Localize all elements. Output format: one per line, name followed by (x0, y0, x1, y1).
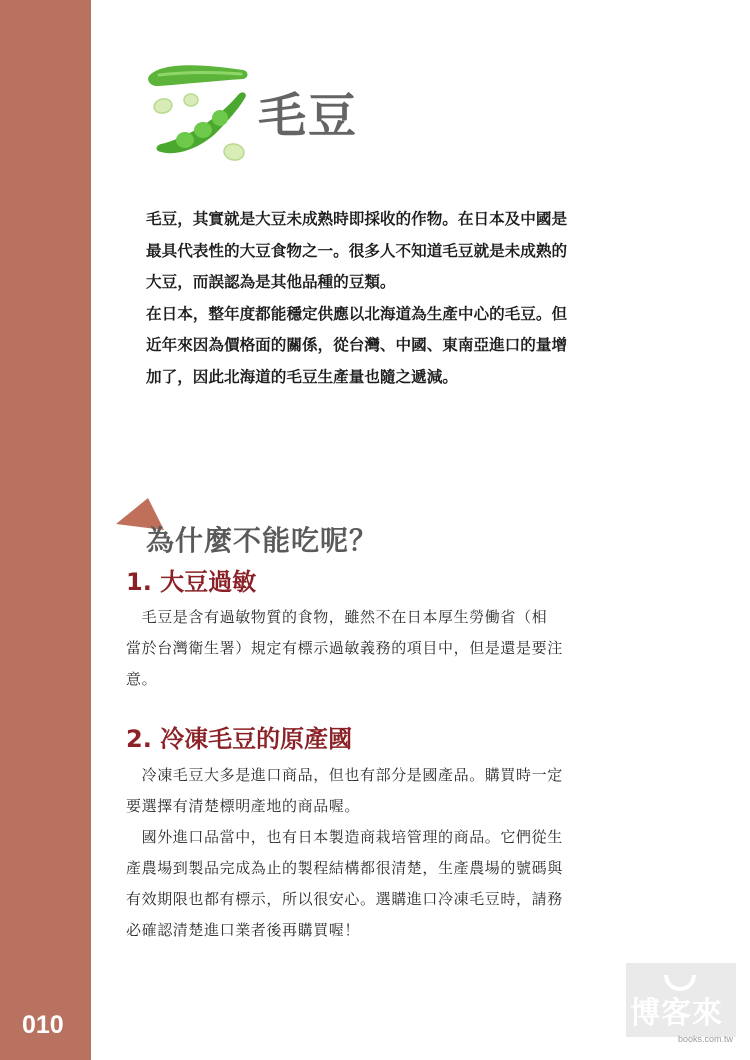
origin-paragraph-2 (126, 822, 671, 946)
intro-line: 大豆，而誤認為是其他品種的豆類。 (146, 273, 396, 291)
body-line: 冷凍毛豆大多是進口商品，但也有部分是國產品。購買時一定 (126, 766, 563, 784)
subheading-origin: 2. 冷凍毛豆的原產國 (126, 725, 353, 753)
page-number: 010 (22, 1011, 64, 1039)
subheading-soy-allergy: 1. 大豆過敏 (126, 568, 257, 596)
body-line: 毛豆是含有過敏物質的食物，雖然不在日本厚生勞働省（相 (126, 608, 548, 626)
body-line: 國外進口品當中，也有日本製造商栽培管理的商品。它們從生 (126, 828, 563, 846)
intro-line: 最具代表性的大豆食物之一。很多人不知道毛豆就是未成熟的 (146, 241, 568, 260)
body-line: 意。 (126, 670, 158, 688)
watermark-brand: 博客來 (630, 996, 723, 1031)
intro-line: 毛豆，其實就是大豆未成熟時即採收的作物。在日本及中國是 (146, 210, 568, 228)
body-line: 要選擇有清楚標明產地的商品喔。 (126, 797, 361, 815)
body-line: 產農場到製品完成為止的製程結構都很清楚，生產農場的號碼與 (126, 859, 563, 877)
intro-line: 在日本，整年度都能穩定供應以北海道為生產中心的毛豆。但 (146, 304, 568, 323)
intro-paragraph (146, 204, 676, 393)
intro-line: 加了，因此北海道的毛豆生產量也隨之遞減。 (146, 367, 458, 386)
intro-line: 近年來因為價格面的關係，從台灣、中國、東南亞進口的量增 (146, 336, 568, 354)
origin-paragraph-1 (126, 760, 671, 822)
edamame-icon (145, 60, 255, 170)
watermark-url: books.com.tw (678, 1034, 734, 1044)
body-line: 必確認清楚進口業者後再購買喔！ (126, 921, 361, 939)
body-line: 有效期限也都有標示，所以很安心。選購進口冷凍毛豆時，請務 (126, 890, 563, 908)
page-title: 毛豆 (258, 88, 359, 144)
allergy-paragraph (126, 602, 671, 695)
section-heading: 為什麼不能吃呢？ (146, 524, 379, 557)
body-line: 當於台灣衛生署）規定有標示過敏義務的項目中，但是還是要注 (126, 639, 563, 657)
page-sidebar (0, 0, 91, 1060)
